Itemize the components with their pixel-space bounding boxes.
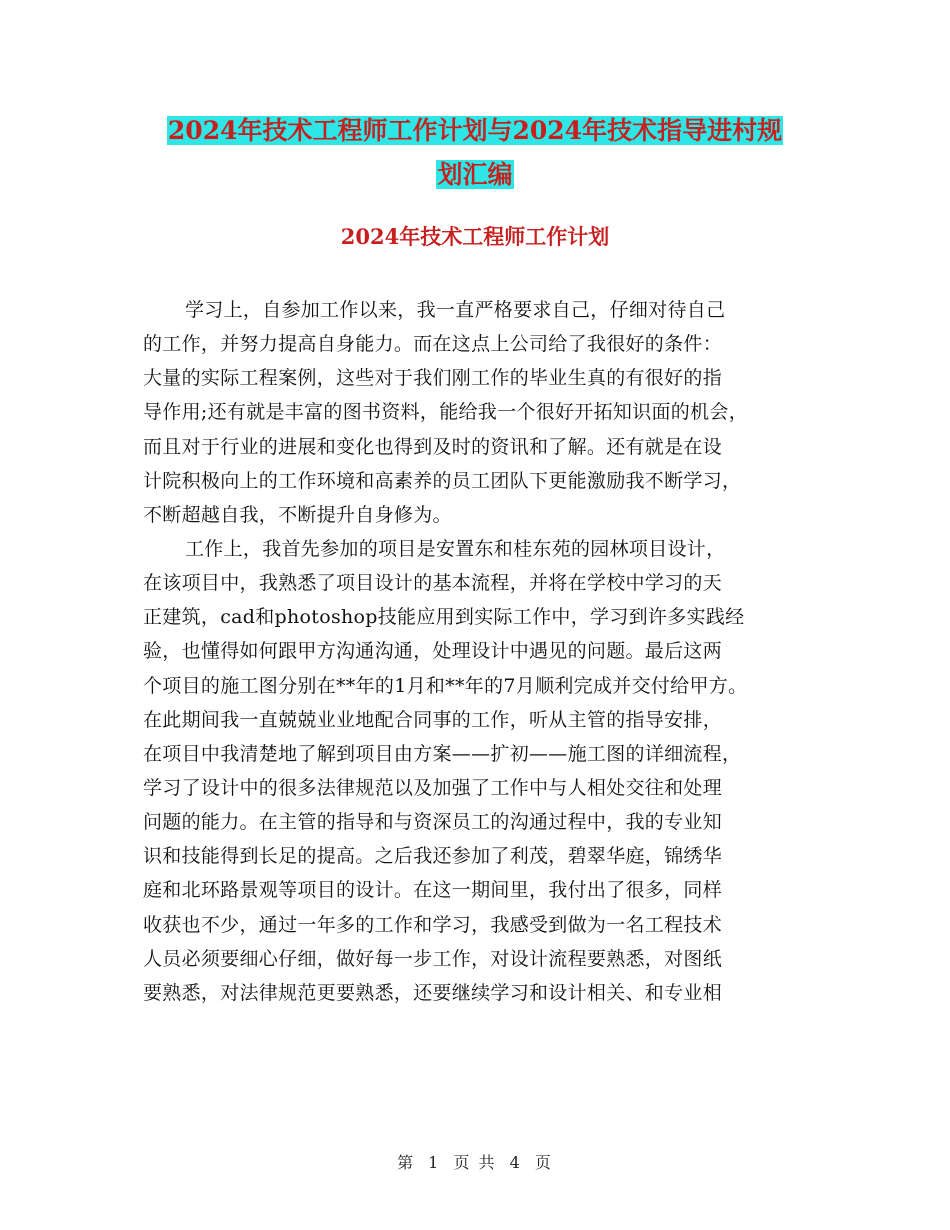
paragraph-line: 在此期间我一直兢兢业业地配合同事的工作，听从主管的指导安排， <box>143 708 723 731</box>
document-title-highlight: 2024年技术工程师工作计划与2024年技术指导进村规 <box>167 116 783 145</box>
paragraph-line: 识和技能得到长足的提高。之后我还参加了利茂，碧翠华庭，锦绣华 <box>143 845 723 868</box>
paragraph-line: 要熟悉，对法律规范更要熟悉，还要继续学习和设计相关、和专业相 <box>143 981 723 1004</box>
total-pages: 4 <box>509 1153 522 1172</box>
document-title-line-1 <box>0 108 950 154</box>
page-number: 1 <box>428 1153 441 1172</box>
paragraph-line: 在项目中我清楚地了解到项目由方案——扩初——施工图的详细流程， <box>143 742 742 765</box>
document-title-highlight: 划汇编 <box>437 160 513 189</box>
body-text <box>143 293 843 1010</box>
document-title-line-2 <box>0 152 950 198</box>
paragraph-line: 问题的能力。在主管的指导和与资深员工的沟通过程中，我的专业知 <box>143 811 723 834</box>
page-label-suffix: 页 <box>534 1153 553 1172</box>
section-heading: 2024年技术工程师工作计划 <box>340 224 610 249</box>
page-footer <box>0 1150 950 1173</box>
page-label-prefix: 第 <box>397 1153 416 1172</box>
paragraph-line: 工作上，我首先参加的项目是安置东和桂东苑的园林项目设计， <box>185 537 726 560</box>
paragraph-line: 收获也不少，通过一年多的工作和学习，我感受到做为一名工程技术 <box>143 913 723 936</box>
paragraph-line: 庭和北环路景观等项目的设计。在这一期间里，我付出了很多，同样 <box>143 879 723 902</box>
paragraph-line: 而且对于行业的进展和变化也得到及时的资讯和了解。还有就是在设 <box>143 435 723 458</box>
paragraph-line: 不断超越自我，不断提升自身修为。 <box>143 503 452 526</box>
paragraph-line: 正建筑，cad和photoshop技能应用到实际工作中，学习到许多实践经 <box>143 606 745 629</box>
paragraph-line: 个项目的施工图分别在**年的1月和**年的7月顺利完成并交付给甲方。 <box>143 674 748 697</box>
paragraph-line: 人员必须要细心仔细，做好每一步工作，对设计流程要熟悉，对图纸 <box>143 947 723 970</box>
paragraph-line: 的工作，并努力提高自身能力。而在这点上公司给了我很好的条件： <box>143 333 723 356</box>
paragraph-line: 在该项目中，我熟悉了项目设计的基本流程，并将在学校中学习的天 <box>143 572 723 595</box>
page-label-mid: 页 共 <box>453 1153 497 1172</box>
paragraph-line: 学习了设计中的很多法律规范以及加强了工作中与人相处交往和处理 <box>143 776 723 799</box>
paragraph-line: 导作用;还有就是丰富的图书资料，能给我一个很好开拓知识面的机会， <box>143 401 749 424</box>
paragraph-line: 大量的实际工程案例，这些对于我们刚工作的毕业生真的有很好的指 <box>143 367 723 390</box>
paragraph-line: 验，也懂得如何跟甲方沟通沟通，处理设计中遇见的问题。最后这两 <box>143 640 723 663</box>
paragraph-line: 计院积极向上的工作环境和高素养的员工团队下更能激励我不断学习， <box>143 469 742 492</box>
paragraph-line: 学习上，自参加工作以来，我一直严格要求自己，仔细对待自己 <box>185 299 726 321</box>
